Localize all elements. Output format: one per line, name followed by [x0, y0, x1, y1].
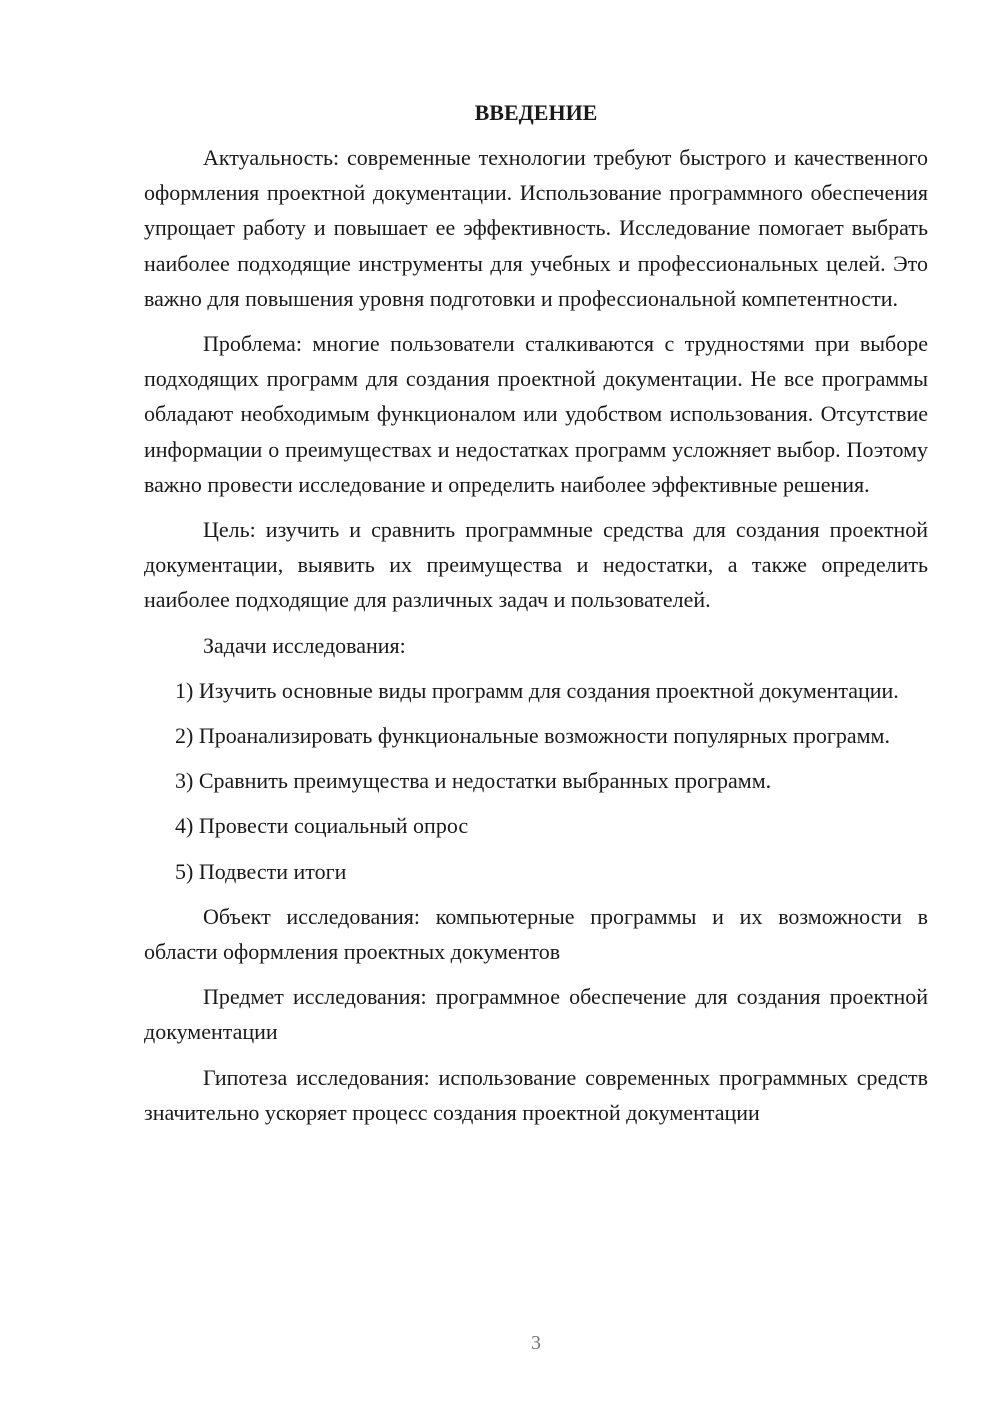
- relevance-paragraph: Актуальность: современные технологии требуют быстрого и качественного оформления проектной документации. Использование программного обеспечения упрощает работу и повышает ее эффективность. Исследование помогает выбрать наиболее подходящие инструменты для учебных и профессиональных целей. Это важно для повышения уровня подготовки и профессиональной компетентности.: [144, 145, 928, 311]
- page-content: [144, 95, 928, 1140]
- task-item: 3) Сравнить преимущества и недостатки выбранных программ.: [175, 768, 772, 794]
- task-item: 4) Провести социальный опрос: [175, 813, 469, 839]
- task-item: 5) Подвести итоги: [175, 858, 347, 884]
- page-number: 3: [531, 1332, 541, 1354]
- section-title: ВВЕДЕНИЕ: [474, 100, 598, 125]
- task-item: 1) Изучить основные виды программ для создания проектной документации.: [175, 677, 899, 703]
- goal-paragraph: Цель: изучить и сравнить программные средства для создания проектной документации, выявить их преимущества и недостатки, а также определить наиболее подходящие для различных задач и пользователей.: [144, 517, 928, 613]
- problem-paragraph: Проблема: многие пользователи сталкиваются с трудностями при выборе подходящих программ для создания проектной документации. Не все программы обладают необходимым функционалом или удобством использования. Отсутствие информации о преимуществах и недостатках программ усложняет выбор. Поэтому важно провести исследование и определить наиболее эффективные решения.: [144, 331, 928, 497]
- hypothesis-paragraph: Гипотеза исследования: использование современных программных средств значительно ускоряет процесс создания проектной документации: [144, 1064, 928, 1125]
- tasks-heading: Задачи исследования:: [203, 632, 406, 658]
- task-item: 2) Проанализировать функциональные возможности популярных программ.: [175, 723, 890, 749]
- subject-paragraph: Предмет исследования: программное обеспечение для создания проектной документации: [144, 984, 928, 1045]
- object-paragraph: Объект исследования: компьютерные программы и их возможности в области оформления проектных документов: [144, 903, 928, 965]
